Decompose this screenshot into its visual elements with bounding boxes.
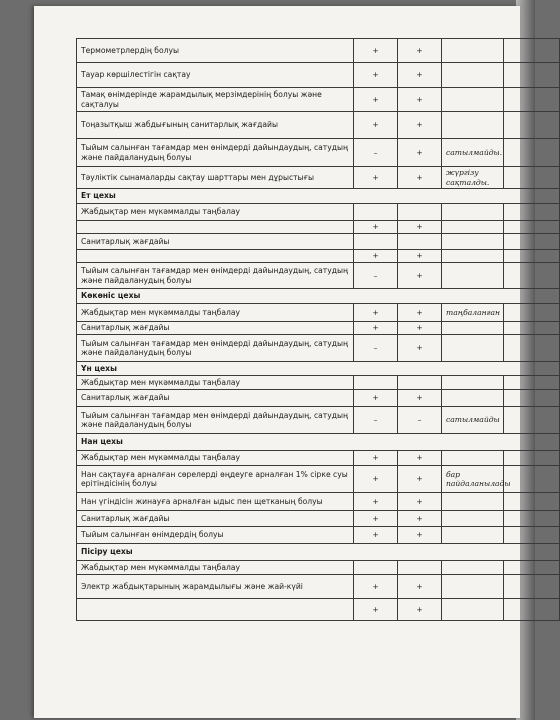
criterion-label: Тоңазытқыш жабдығының санитарлық жағдайы (77, 112, 354, 139)
criterion-label: Жабдықтар мен мүкәммалды таңбалау (77, 304, 354, 322)
check-mark-1 (354, 376, 398, 390)
blank-cell (504, 561, 560, 575)
check-mark-2 (398, 204, 442, 221)
criterion-label (77, 250, 354, 263)
check-mark-2: + (398, 221, 442, 234)
check-mark-1: + (354, 39, 398, 63)
check-mark-1: – (354, 407, 398, 434)
check-mark-1: + (354, 390, 398, 407)
checklist-row (77, 575, 560, 599)
handwritten-note (442, 451, 504, 466)
check-mark-2: + (398, 527, 442, 544)
blank-cell (504, 575, 560, 599)
check-mark-1 (354, 234, 398, 250)
blank-cell (504, 167, 560, 189)
check-mark-2: + (398, 167, 442, 189)
criterion-label: Термометрлердің болуы (77, 39, 354, 63)
checklist-row (77, 250, 560, 263)
blank-cell (504, 390, 560, 407)
checklist-row (77, 112, 560, 139)
checklist-row (77, 167, 560, 189)
blank-cell (504, 39, 560, 63)
criterion-label (77, 221, 354, 234)
check-mark-2: + (398, 451, 442, 466)
check-mark-2: + (398, 112, 442, 139)
checklist-rows (77, 39, 560, 621)
check-mark-1: + (354, 466, 398, 493)
handwritten-note: сатылмайды. (442, 139, 504, 167)
checklist-row (77, 376, 560, 390)
section-row (77, 544, 560, 561)
check-mark-1: + (354, 88, 398, 112)
check-mark-2: + (398, 575, 442, 599)
handwritten-note (442, 234, 504, 250)
blank-cell (504, 335, 560, 362)
blank-cell (504, 139, 560, 167)
check-mark-2: + (398, 511, 442, 527)
handwritten-note (442, 88, 504, 112)
check-mark-1: + (354, 167, 398, 189)
handwritten-note (442, 322, 504, 335)
criterion-label: Санитарлық жағдайы (77, 322, 354, 335)
check-mark-1 (354, 204, 398, 221)
checklist-row (77, 204, 560, 221)
blank-cell (504, 511, 560, 527)
check-mark-1: + (354, 599, 398, 621)
check-mark-2: + (398, 599, 442, 621)
checklist-row (77, 561, 560, 575)
criterion-label: Тыйым салынған тағамдар мен өнімдерді дайындаудың, сатудың және пайдаланудың болуы (77, 139, 354, 167)
check-mark-1: + (354, 63, 398, 88)
handwritten-note (442, 112, 504, 139)
blank-cell (504, 250, 560, 263)
handwritten-note (442, 511, 504, 527)
blank-cell (504, 221, 560, 234)
criterion-label: Тыйым салынған тағамдар мен өнімдерді дайындаудың, сатудың және пайдаланудың болуы (77, 263, 354, 289)
blank-cell (504, 599, 560, 621)
check-mark-1: + (354, 304, 398, 322)
check-mark-1: + (354, 493, 398, 511)
check-mark-1: + (354, 250, 398, 263)
checklist-row (77, 407, 560, 434)
blank-cell (504, 88, 560, 112)
check-mark-1: – (354, 335, 398, 362)
handwritten-note (442, 204, 504, 221)
blank-cell (504, 407, 560, 434)
check-mark-2: + (398, 250, 442, 263)
checklist-row (77, 88, 560, 112)
checklist-row (77, 599, 560, 621)
handwritten-note (442, 263, 504, 289)
check-mark-2: – (398, 407, 442, 434)
checklist-row (77, 139, 560, 167)
checklist-row (77, 493, 560, 511)
check-mark-1: + (354, 221, 398, 234)
blank-cell (504, 527, 560, 544)
check-mark-2: + (398, 390, 442, 407)
criterion-label: Тыйым салынған тағамдар мен өнімдерді дайындаудың, сатудың және пайдаланудың болуы (77, 407, 354, 434)
criterion-label: Нан үгіндісін жинауға арналған ыдыс пен щетканың болуы (77, 493, 354, 511)
section-title: Пісіру цехы (77, 544, 560, 561)
checklist-row (77, 234, 560, 250)
handwritten-note: жүргізу сақталды. (442, 167, 504, 189)
section-row (77, 189, 560, 204)
criterion-label: Жабдықтар мен мүкәммалды таңбалау (77, 376, 354, 390)
handwritten-note: бар пайдаланылады (442, 466, 504, 493)
checklist-row (77, 466, 560, 493)
checklist-row (77, 322, 560, 335)
blank-cell (504, 234, 560, 250)
check-mark-2 (398, 234, 442, 250)
section-title: Нан цехы (77, 434, 560, 451)
criterion-label: Тауар көршілестігін сақтау (77, 63, 354, 88)
blank-cell (504, 493, 560, 511)
section-title: Ет цехы (77, 189, 560, 204)
check-mark-1: + (354, 451, 398, 466)
handwritten-note (442, 390, 504, 407)
check-mark-2: + (398, 263, 442, 289)
check-mark-2: + (398, 88, 442, 112)
blank-cell (504, 304, 560, 322)
check-mark-1: + (354, 527, 398, 544)
criterion-label: Тәуліктік сынамаларды сақтау шарттары мен дұрыстығы (77, 167, 354, 189)
handwritten-note (442, 39, 504, 63)
checklist-row (77, 511, 560, 527)
check-mark-2: + (398, 322, 442, 335)
handwritten-note (442, 493, 504, 511)
check-mark-2: + (398, 466, 442, 493)
blank-cell (504, 466, 560, 493)
handwritten-note: таңбаланған (442, 304, 504, 322)
check-mark-1: + (354, 322, 398, 335)
checklist-row (77, 451, 560, 466)
section-row (77, 362, 560, 376)
check-mark-1: + (354, 575, 398, 599)
criterion-label: Жабдықтар мен мүкәммалды таңбалау (77, 561, 354, 575)
criterion-label: Электр жабдықтарының жарамдылығы және жай-күйі (77, 575, 354, 599)
handwritten-note (442, 335, 504, 362)
check-mark-1: – (354, 139, 398, 167)
criterion-label: Санитарлық жағдайы (77, 234, 354, 250)
section-title: Ұн цехы (77, 362, 560, 376)
check-mark-2: + (398, 63, 442, 88)
criterion-label: Тыйым салынған өнімдердің болуы (77, 527, 354, 544)
criterion-label: Жабдықтар мен мүкәммалды таңбалау (77, 451, 354, 466)
check-mark-1 (354, 561, 398, 575)
check-mark-1: – (354, 263, 398, 289)
handwritten-note (442, 221, 504, 234)
handwritten-note (442, 63, 504, 88)
blank-cell (504, 112, 560, 139)
check-mark-1: + (354, 112, 398, 139)
blank-cell (504, 376, 560, 390)
handwritten-note: сатылмайды (442, 407, 504, 434)
section-title: Көкөніс цехы (77, 289, 560, 304)
checklist-row (77, 335, 560, 362)
handwritten-note (442, 376, 504, 390)
section-row (77, 434, 560, 451)
check-mark-1: + (354, 511, 398, 527)
checklist-row (77, 63, 560, 88)
blank-cell (504, 204, 560, 221)
criterion-label: Тамақ өнімдерінде жарамдылық мерзімдерінің болуы және сақталуы (77, 88, 354, 112)
blank-cell (504, 451, 560, 466)
check-mark-2: + (398, 335, 442, 362)
criterion-label: Нан сақтауға арналған сөрелерді өңдеуге арналған 1% сірке суы ерітіндісінің болуы (77, 466, 354, 493)
blank-cell (504, 322, 560, 335)
checklist-row (77, 39, 560, 63)
criterion-label: Санитарлық жағдайы (77, 511, 354, 527)
check-mark-2 (398, 376, 442, 390)
handwritten-note (442, 599, 504, 621)
criterion-label: Жабдықтар мен мүкәммалды таңбалау (77, 204, 354, 221)
criterion-label: Санитарлық жағдайы (77, 390, 354, 407)
blank-cell (504, 263, 560, 289)
handwritten-note (442, 561, 504, 575)
handwritten-note (442, 527, 504, 544)
check-mark-2: + (398, 39, 442, 63)
blank-cell (504, 63, 560, 88)
criterion-label (77, 599, 354, 621)
check-mark-2: + (398, 139, 442, 167)
criterion-label: Тыйым салынған тағамдар мен өнімдерді дайындаудың, сатудың және пайдаланудың болуы (77, 335, 354, 362)
inspection-checklist-table (76, 38, 560, 621)
checklist-row (77, 263, 560, 289)
handwritten-note (442, 575, 504, 599)
handwritten-note (442, 250, 504, 263)
checklist-row (77, 390, 560, 407)
check-mark-2: + (398, 493, 442, 511)
checklist-row (77, 221, 560, 234)
checklist-row (77, 527, 560, 544)
check-mark-2: + (398, 304, 442, 322)
check-mark-2 (398, 561, 442, 575)
section-row (77, 289, 560, 304)
checklist-row (77, 304, 560, 322)
